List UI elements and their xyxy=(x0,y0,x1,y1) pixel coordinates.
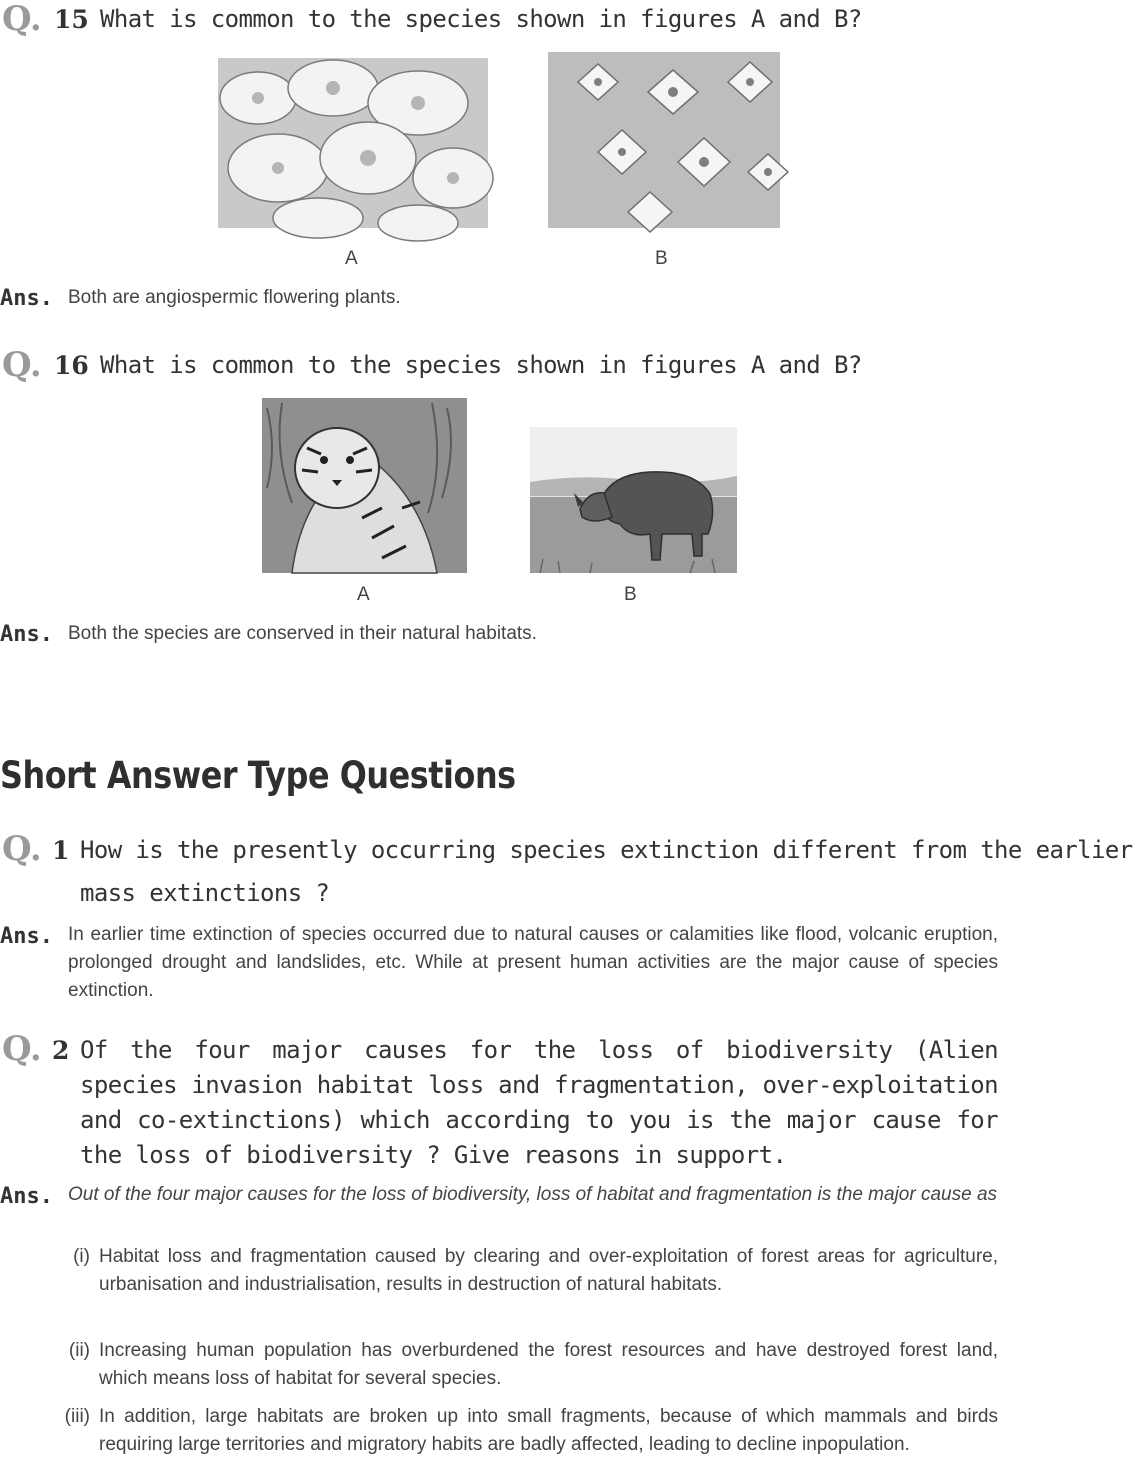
list-item-number: (i) xyxy=(73,1246,90,1267)
flower-photo-a xyxy=(218,58,488,228)
figure-label-b: B xyxy=(624,584,637,605)
figure-label-a: A xyxy=(357,584,370,605)
question-marker: Q. xyxy=(2,0,42,39)
question-number: 1 xyxy=(52,836,70,865)
list-item-text: Increasing human population has overburdened the forest resources and have destroyed forest land, which means loss of habitat for several species. xyxy=(99,1340,998,1389)
answer-label: Ans. xyxy=(0,1184,53,1209)
question-marker: Q. xyxy=(2,829,42,869)
answer-label: Ans. xyxy=(0,924,53,949)
question-number: 16 xyxy=(54,351,89,380)
question-number: 15 xyxy=(54,5,89,34)
answer-intro: Out of the four major causes for the loss of biodiversity, loss of habitat and fragmentation is the major cause as xyxy=(68,1184,998,1205)
question-text: Of the four major causes for the loss of biodiversity (Alien species invasion habitat loss and fragmentation, over-exploitation and co-extinctions) which according to you is the major cause for the loss of biodiversity ? Give reasons in support. xyxy=(80,1036,998,1169)
section-heading: Short Answer Type Questions xyxy=(0,754,516,797)
list-item-text: Habitat loss and fragmentation caused by clearing and over-exploitation of forest areas for agriculture, urbanisation and industrialisation, results in destruction of natural habitats. xyxy=(99,1246,998,1295)
answer-label: Ans. xyxy=(0,622,53,647)
question-text: What is common to the species shown in figures A and B? xyxy=(100,5,862,33)
list-item-number: (ii) xyxy=(68,1340,90,1361)
list-item-number: (iii) xyxy=(64,1406,90,1427)
question-text: What is common to the species shown in figures A and B? xyxy=(100,351,862,379)
question-text: How is the presently occurring species extinction different from the earlier xyxy=(80,836,1133,864)
answer-text: Both the species are conserved in their natural habitats. xyxy=(68,623,537,644)
question-marker: Q. xyxy=(2,345,42,385)
figure-label-a: A xyxy=(345,248,358,269)
question-marker: Q. xyxy=(2,1029,42,1069)
list-item-text: In addition, large habitats are broken up into small fragments, because of which mammals and birds requiring large territories and migratory habits are badly affected, leading to decline inpopulation. xyxy=(99,1406,998,1455)
answer-text: In earlier time extinction of species occurred due to natural causes or calamities like flood, volcanic eruption, prolonged drought and landslides, etc. While at present human activities are the major cause of species extinction. xyxy=(68,924,998,1001)
figure-label-b: B xyxy=(655,248,668,269)
question-text: mass extinctions ? xyxy=(80,879,330,907)
rhino-photo xyxy=(530,427,737,573)
flower-photo-b xyxy=(548,52,780,228)
answer-text: Both are angiospermic flowering plants. xyxy=(68,287,401,308)
tiger-photo xyxy=(262,398,467,573)
answer-label: Ans. xyxy=(0,286,53,311)
question-number: 2 xyxy=(52,1036,70,1065)
